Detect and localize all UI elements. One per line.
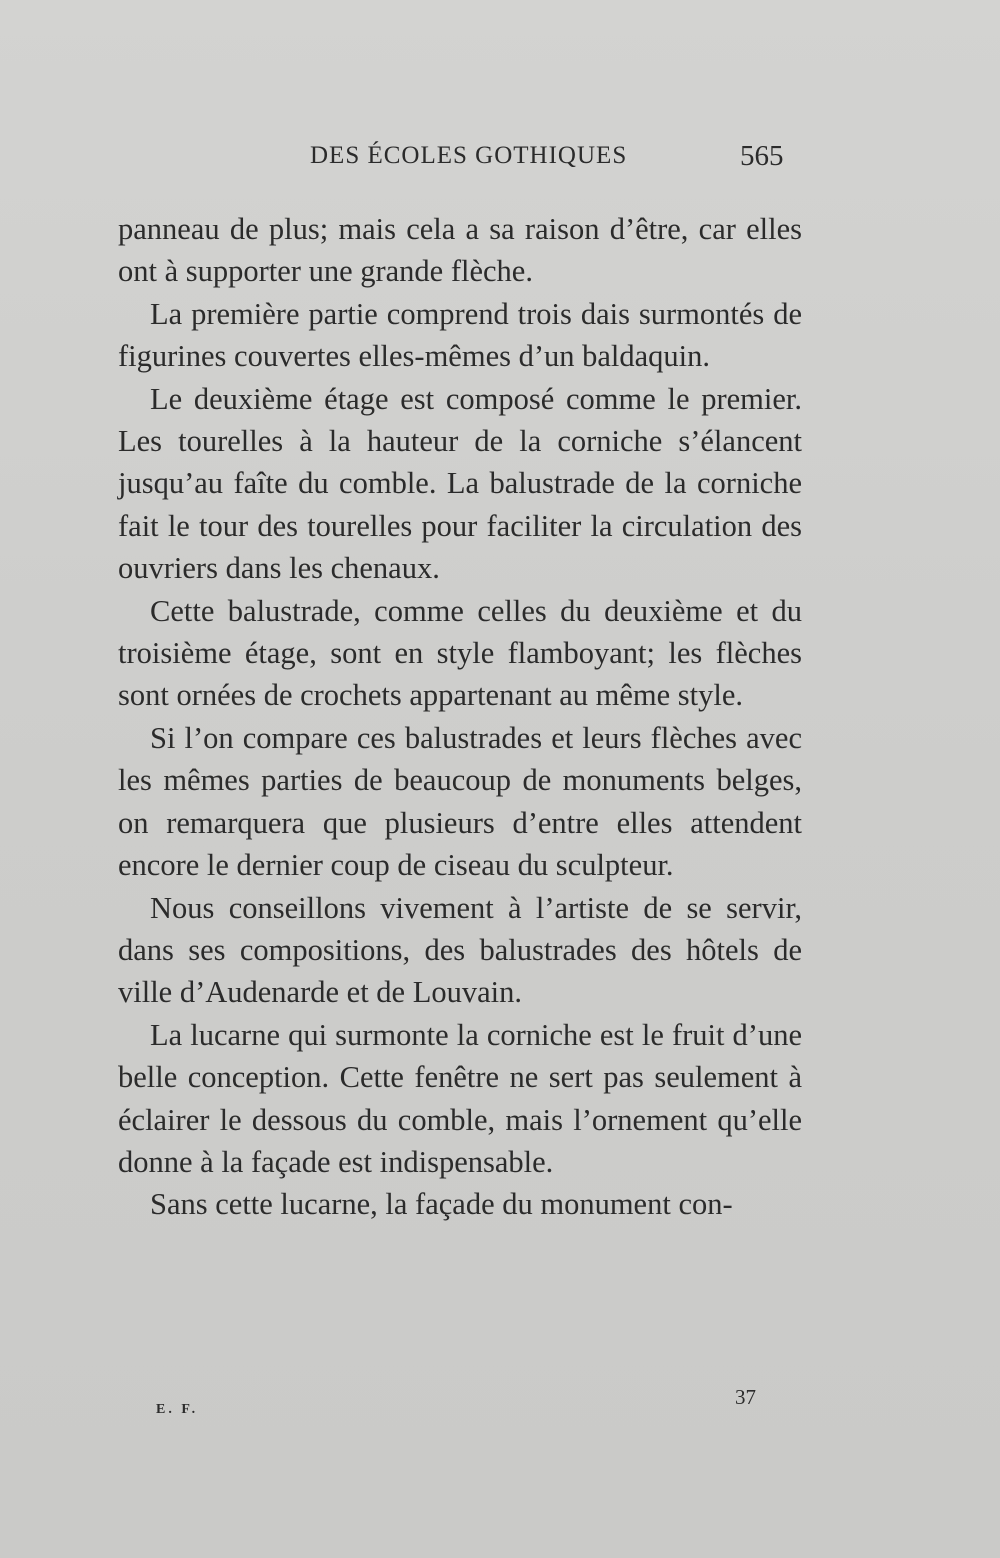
running-head — [0, 142, 1000, 182]
paragraph: La première partie comprend trois dais surmontés de figurines couvertes elles-mêmes d’un baldaquin. — [118, 296, 802, 374]
paragraph: Le deuxième étage est composé comme le premier. Les tourelles à la hauteur de la corniche s’élancent jusqu’au faîte du comble. La balustrade de la corniche fait le tour des tourelles pour faciliter la circulation des ouvriers dans les chenaux. — [118, 381, 802, 586]
paragraph: La lucarne qui surmonte la corniche est le fruit d’une belle conception. Cette fenêtre ne sert pas seulement à éclairer le dessous du comble, mais l’ornement qu’elle donne à la façade est indispensable. — [118, 1017, 802, 1179]
paragraph-continuation: panneau de plus; mais cela a sa raison d’être, car elles ont à supporter une grande flèche. — [118, 212, 802, 289]
printer-signature: E. F. — [156, 1402, 199, 1417]
paragraph: Cette balustrade, comme celles du deuxième et du troisième étage, sont en style flamboyant; les flèches sont ornées de crochets appartenant au même style. — [118, 593, 802, 713]
sheet-number: 37 — [735, 1385, 756, 1409]
paragraph: Nous conseillons vivement à l’artiste de se servir, dans ses compositions, des balustrades des hôtels de ville d’Audenarde et de Louvain. — [118, 890, 802, 1010]
running-title: DES ÉCOLES GOTHIQUES — [310, 142, 628, 169]
page-number: 565 — [740, 140, 784, 172]
paragraph: Si l’on compare ces balustrades et leurs flèches avec les mêmes parties de beaucoup de monuments belges, on remarquera que plusieurs d’entre elles attendent encore le dernier coup de ciseau du sculpteur. — [118, 720, 802, 883]
paragraph-last: Sans cette lucarne, la façade du monument con- — [150, 1187, 733, 1222]
body-text — [118, 208, 802, 1226]
